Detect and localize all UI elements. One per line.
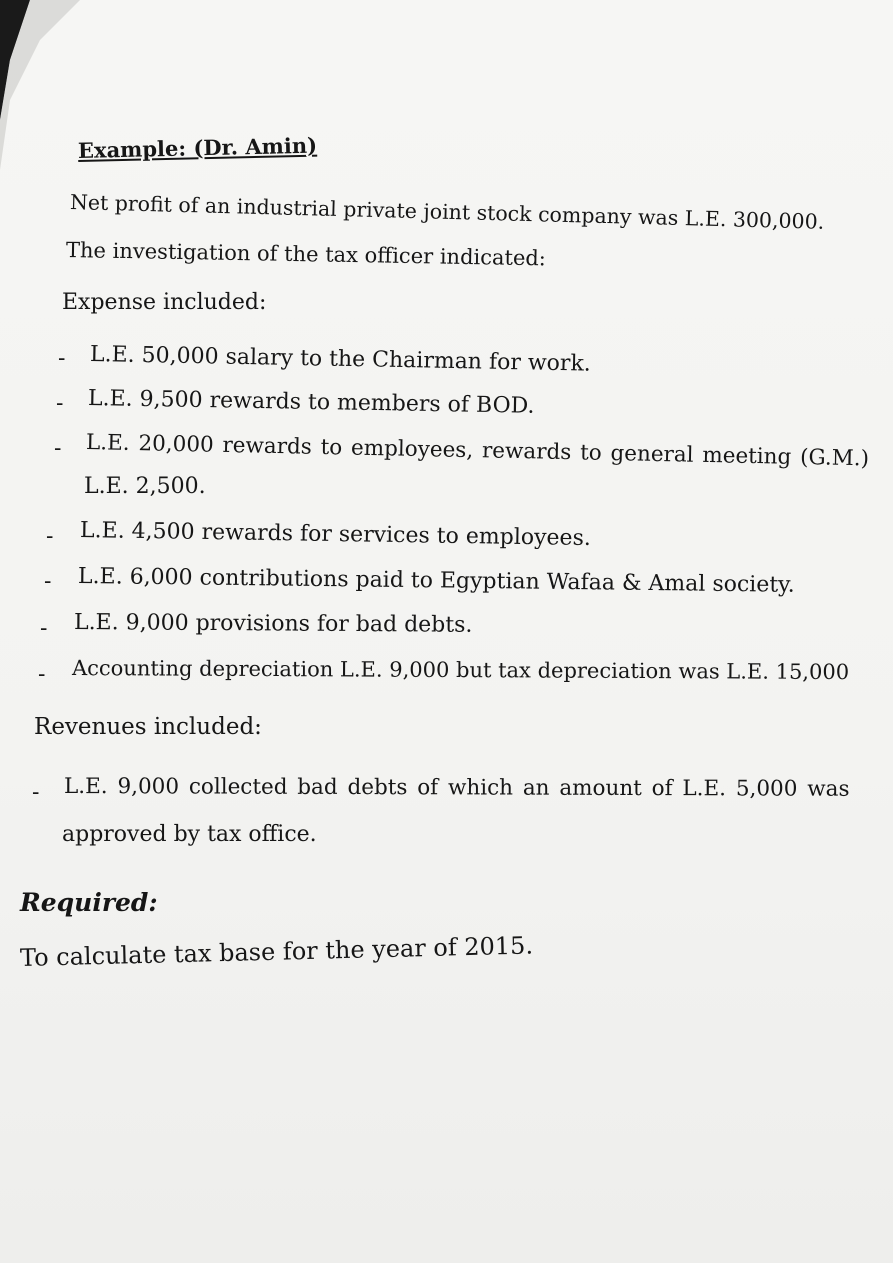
bullet: - [44,569,52,594]
expense-item-5: L.E. 6,000 contributions paid to Egyptian Wafaa & Amal society. [77,564,795,598]
bullet: - [56,391,64,416]
required-heading: Required: [20,888,158,917]
intro-line-2: The investigation of the tax officer indicated: [65,238,547,271]
bullet: - [38,662,46,687]
revenues-heading: Revenues included: [34,714,262,740]
revenue-item-1: L.E. 9,000 collected bad debts of which an amount of L.E. 5,000 was [63,774,850,802]
bullet: - [54,436,62,461]
page-title: Example: (Dr. Amin) [77,132,318,163]
expense-item-2: L.E. 9,500 rewards to members of BOD. [87,386,535,419]
expense-item-6: L.E. 9,000 provisions for bad debts. [73,610,473,638]
expense-item-4: L.E. 4,500 rewards for services to employees. [79,518,592,552]
revenue-item-1-continued: approved by tax office. [62,822,317,847]
expense-item-7: Accounting depreciation L.E. 9,000 but tax depreciation was L.E. 15,000 [71,656,850,685]
bullet: - [40,616,48,641]
page-corner-shadow [0,0,90,190]
expense-item-3-continued: L.E. 2,500. [84,474,206,499]
expense-item-3: L.E. 20,000 rewards to employees, rewards to general meeting (G.M.) [85,430,870,472]
intro-line-1: Net profit of an industrial private joint stock company was L.E. 300,000. [69,190,825,234]
expenses-heading: Expense included: [62,290,267,315]
bullet: - [58,346,66,371]
expense-item-1: L.E. 50,000 salary to the Chairman for work. [89,342,592,377]
task-text: To calculate tax base for the year of 2015. [19,931,534,972]
bullet: - [46,524,54,549]
bullet: - [32,780,40,805]
